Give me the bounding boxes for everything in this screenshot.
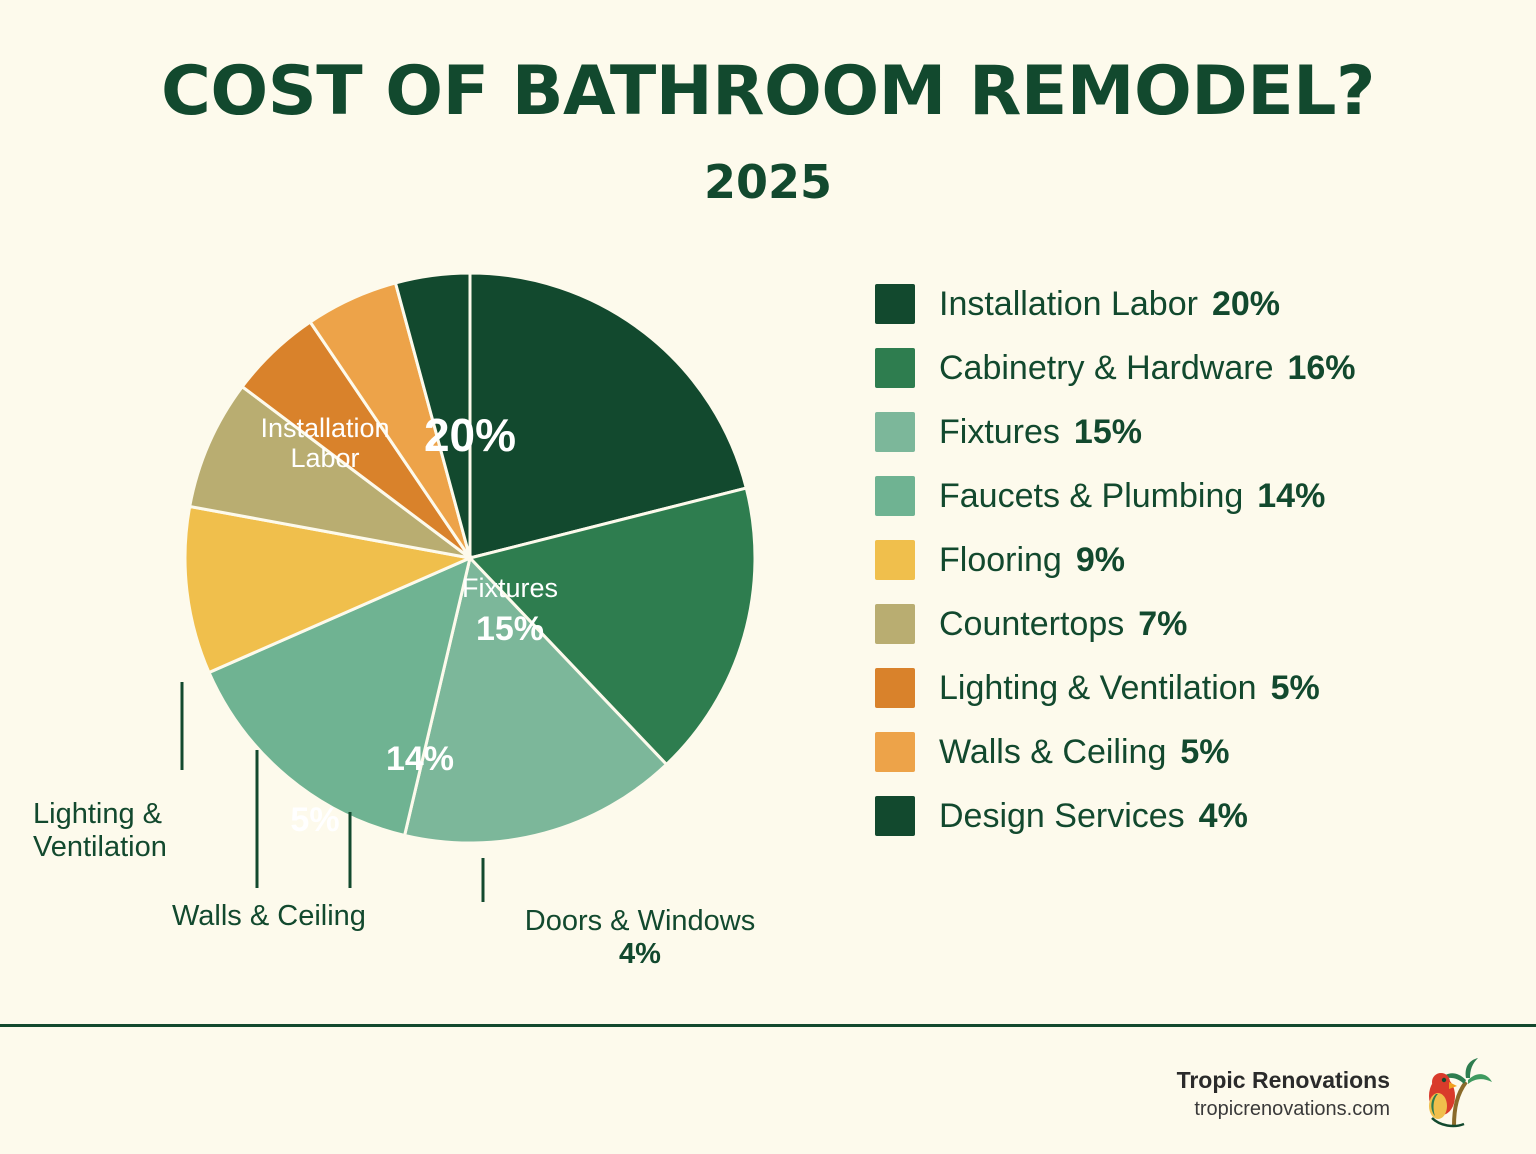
legend-swatch-icon [875, 732, 915, 772]
legend-value: 9% [1075, 540, 1125, 579]
slice-value-installation-labor: 20% [423, 409, 517, 461]
legend-label: Cabinetry & Hardware [939, 348, 1274, 387]
footer [1177, 1048, 1500, 1140]
slice-value-doors-windows: 5% [290, 801, 340, 839]
legend-value: 5% [1270, 668, 1320, 707]
brand-name: Tropic Renovations [1176, 1066, 1390, 1093]
legend-value: 20% [1211, 284, 1281, 323]
legend-item[interactable] [875, 400, 1495, 464]
brand-website[interactable]: tropicrenovations.com [1194, 1098, 1390, 1121]
legend-value: 16% [1287, 348, 1356, 387]
legend-item[interactable] [875, 720, 1495, 784]
page-subtitle: 2025 [703, 155, 833, 209]
brand-text [1177, 1065, 1390, 1123]
slice-label-installation-labor: Installation Labor [260, 413, 390, 474]
legend-item[interactable] [875, 464, 1495, 528]
slice-label-fixtures: Fixtures [461, 573, 559, 603]
legend-label: Faucets & Plumbing [939, 476, 1244, 515]
legend-item[interactable] [875, 272, 1495, 336]
legend-label: Lighting & Ventilation [939, 668, 1257, 707]
legend-swatch-icon [875, 476, 915, 516]
parrot-palm-logo-icon [1408, 1048, 1500, 1140]
legend-item[interactable] [875, 336, 1495, 400]
legend-label: Installation Labor [939, 284, 1198, 323]
legend-swatch-icon [875, 412, 915, 452]
legend-value: 7% [1138, 604, 1188, 643]
legend-item[interactable] [875, 592, 1495, 656]
legend-label: Walls & Ceiling [939, 732, 1167, 771]
legend-value: 14% [1257, 476, 1326, 515]
legend-label: Countertops [939, 604, 1125, 643]
slice-value-faucets-plumbing: 14% [385, 740, 455, 778]
legend-value: 5% [1180, 732, 1230, 771]
legend-swatch-icon [875, 604, 915, 644]
legend-label: Flooring [939, 540, 1062, 579]
legend-swatch-icon [875, 348, 915, 388]
legend-value: 4% [1198, 796, 1248, 835]
legend-label: Fixtures [939, 412, 1060, 451]
legend-swatch-icon [875, 668, 915, 708]
footer-divider [0, 1024, 1536, 1027]
slice-value-fixtures: 15% [475, 610, 545, 648]
legend-item[interactable] [875, 528, 1495, 592]
callout-lighting-ventilation: Lighting & Ventilation [33, 798, 167, 864]
legend-item[interactable] [875, 784, 1495, 848]
legend-item[interactable] [875, 656, 1495, 720]
callout-doors-windows: Doors & Windows 4% [524, 905, 756, 971]
legend-swatch-icon [875, 540, 915, 580]
legend-swatch-icon [875, 796, 915, 836]
chart-legend [875, 272, 1495, 848]
legend-swatch-icon [875, 284, 915, 324]
page-title: COST OF BATHROOM REMODEL? [161, 52, 1375, 131]
legend-label: Design Services [939, 796, 1185, 835]
legend-value: 15% [1073, 412, 1142, 451]
callout-walls-ceiling: Walls & Ceiling [172, 900, 366, 932]
